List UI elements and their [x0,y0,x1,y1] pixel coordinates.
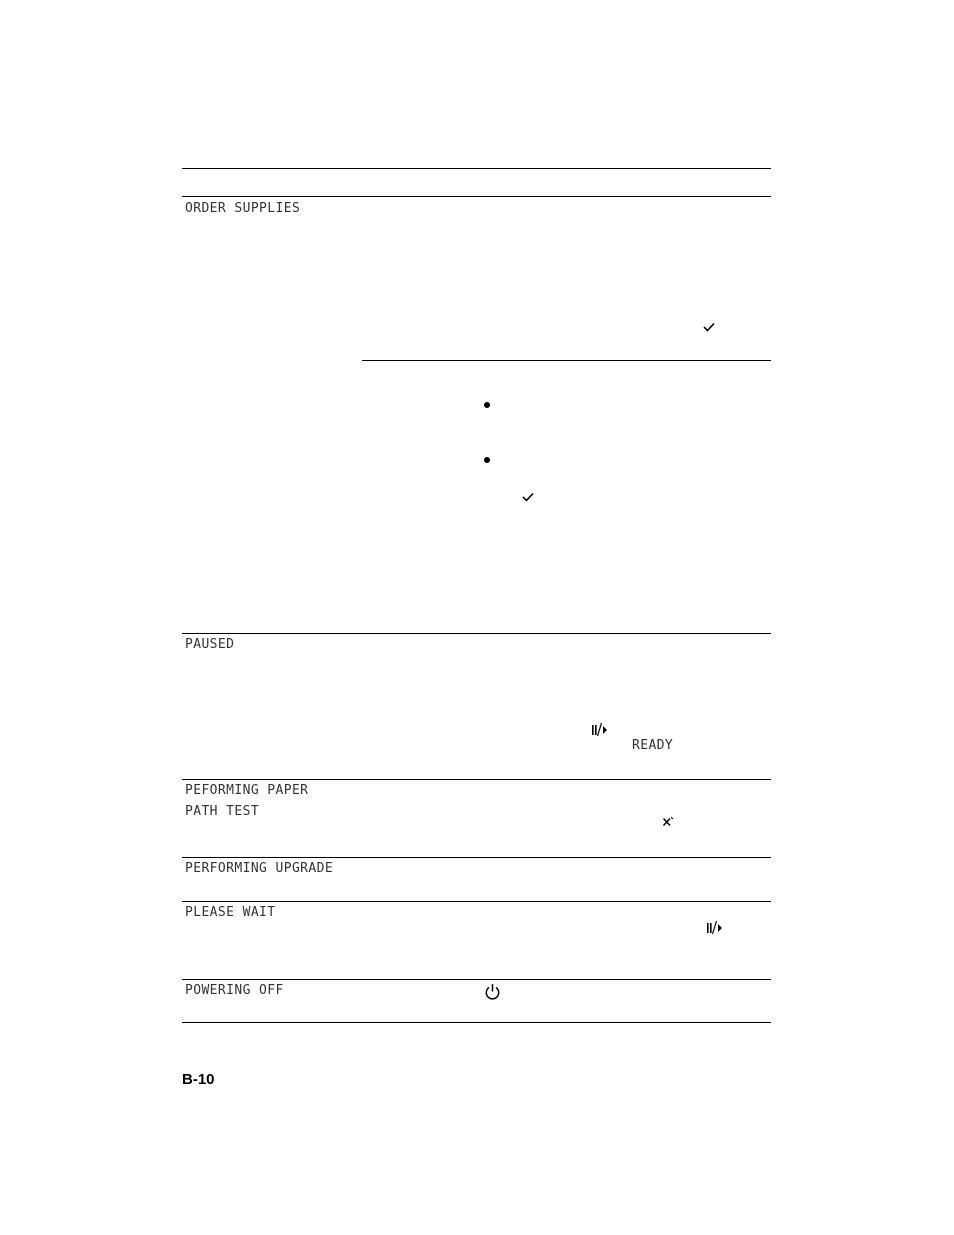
message-order-supplies: ORDER SUPPLIES [185,201,301,216]
message-performing-paper-line1: PEFORMING PAPER [185,783,309,798]
row-divider [182,901,771,902]
row-divider [182,857,771,858]
list-bullet [484,402,490,408]
row-divider [182,779,771,780]
pause-resume-icon [591,722,608,737]
row-divider [182,979,771,980]
ready-message-inline: READY [632,738,674,753]
row-divider [182,633,771,634]
message-please-wait: PLEASE WAIT [185,905,276,920]
table-top-rule [182,168,771,169]
page-number: B-10 [182,1071,215,1088]
message-performing-paper-line2: PATH TEST [185,804,260,819]
cancel-job-icon [661,816,674,827]
table-bottom-rule [182,1022,771,1023]
checkmark-icon [522,492,534,502]
message-performing-upgrade: PERFORMING UPGRADE [185,861,334,876]
power-icon [484,983,501,1001]
inner-section-rule [362,360,771,361]
message-paused: PAUSED [185,637,235,652]
table-header-rule [182,196,771,197]
pause-resume-icon [706,920,723,935]
list-bullet [484,457,490,463]
message-powering-off: POWERING OFF [185,983,284,998]
checkmark-icon [703,322,715,332]
